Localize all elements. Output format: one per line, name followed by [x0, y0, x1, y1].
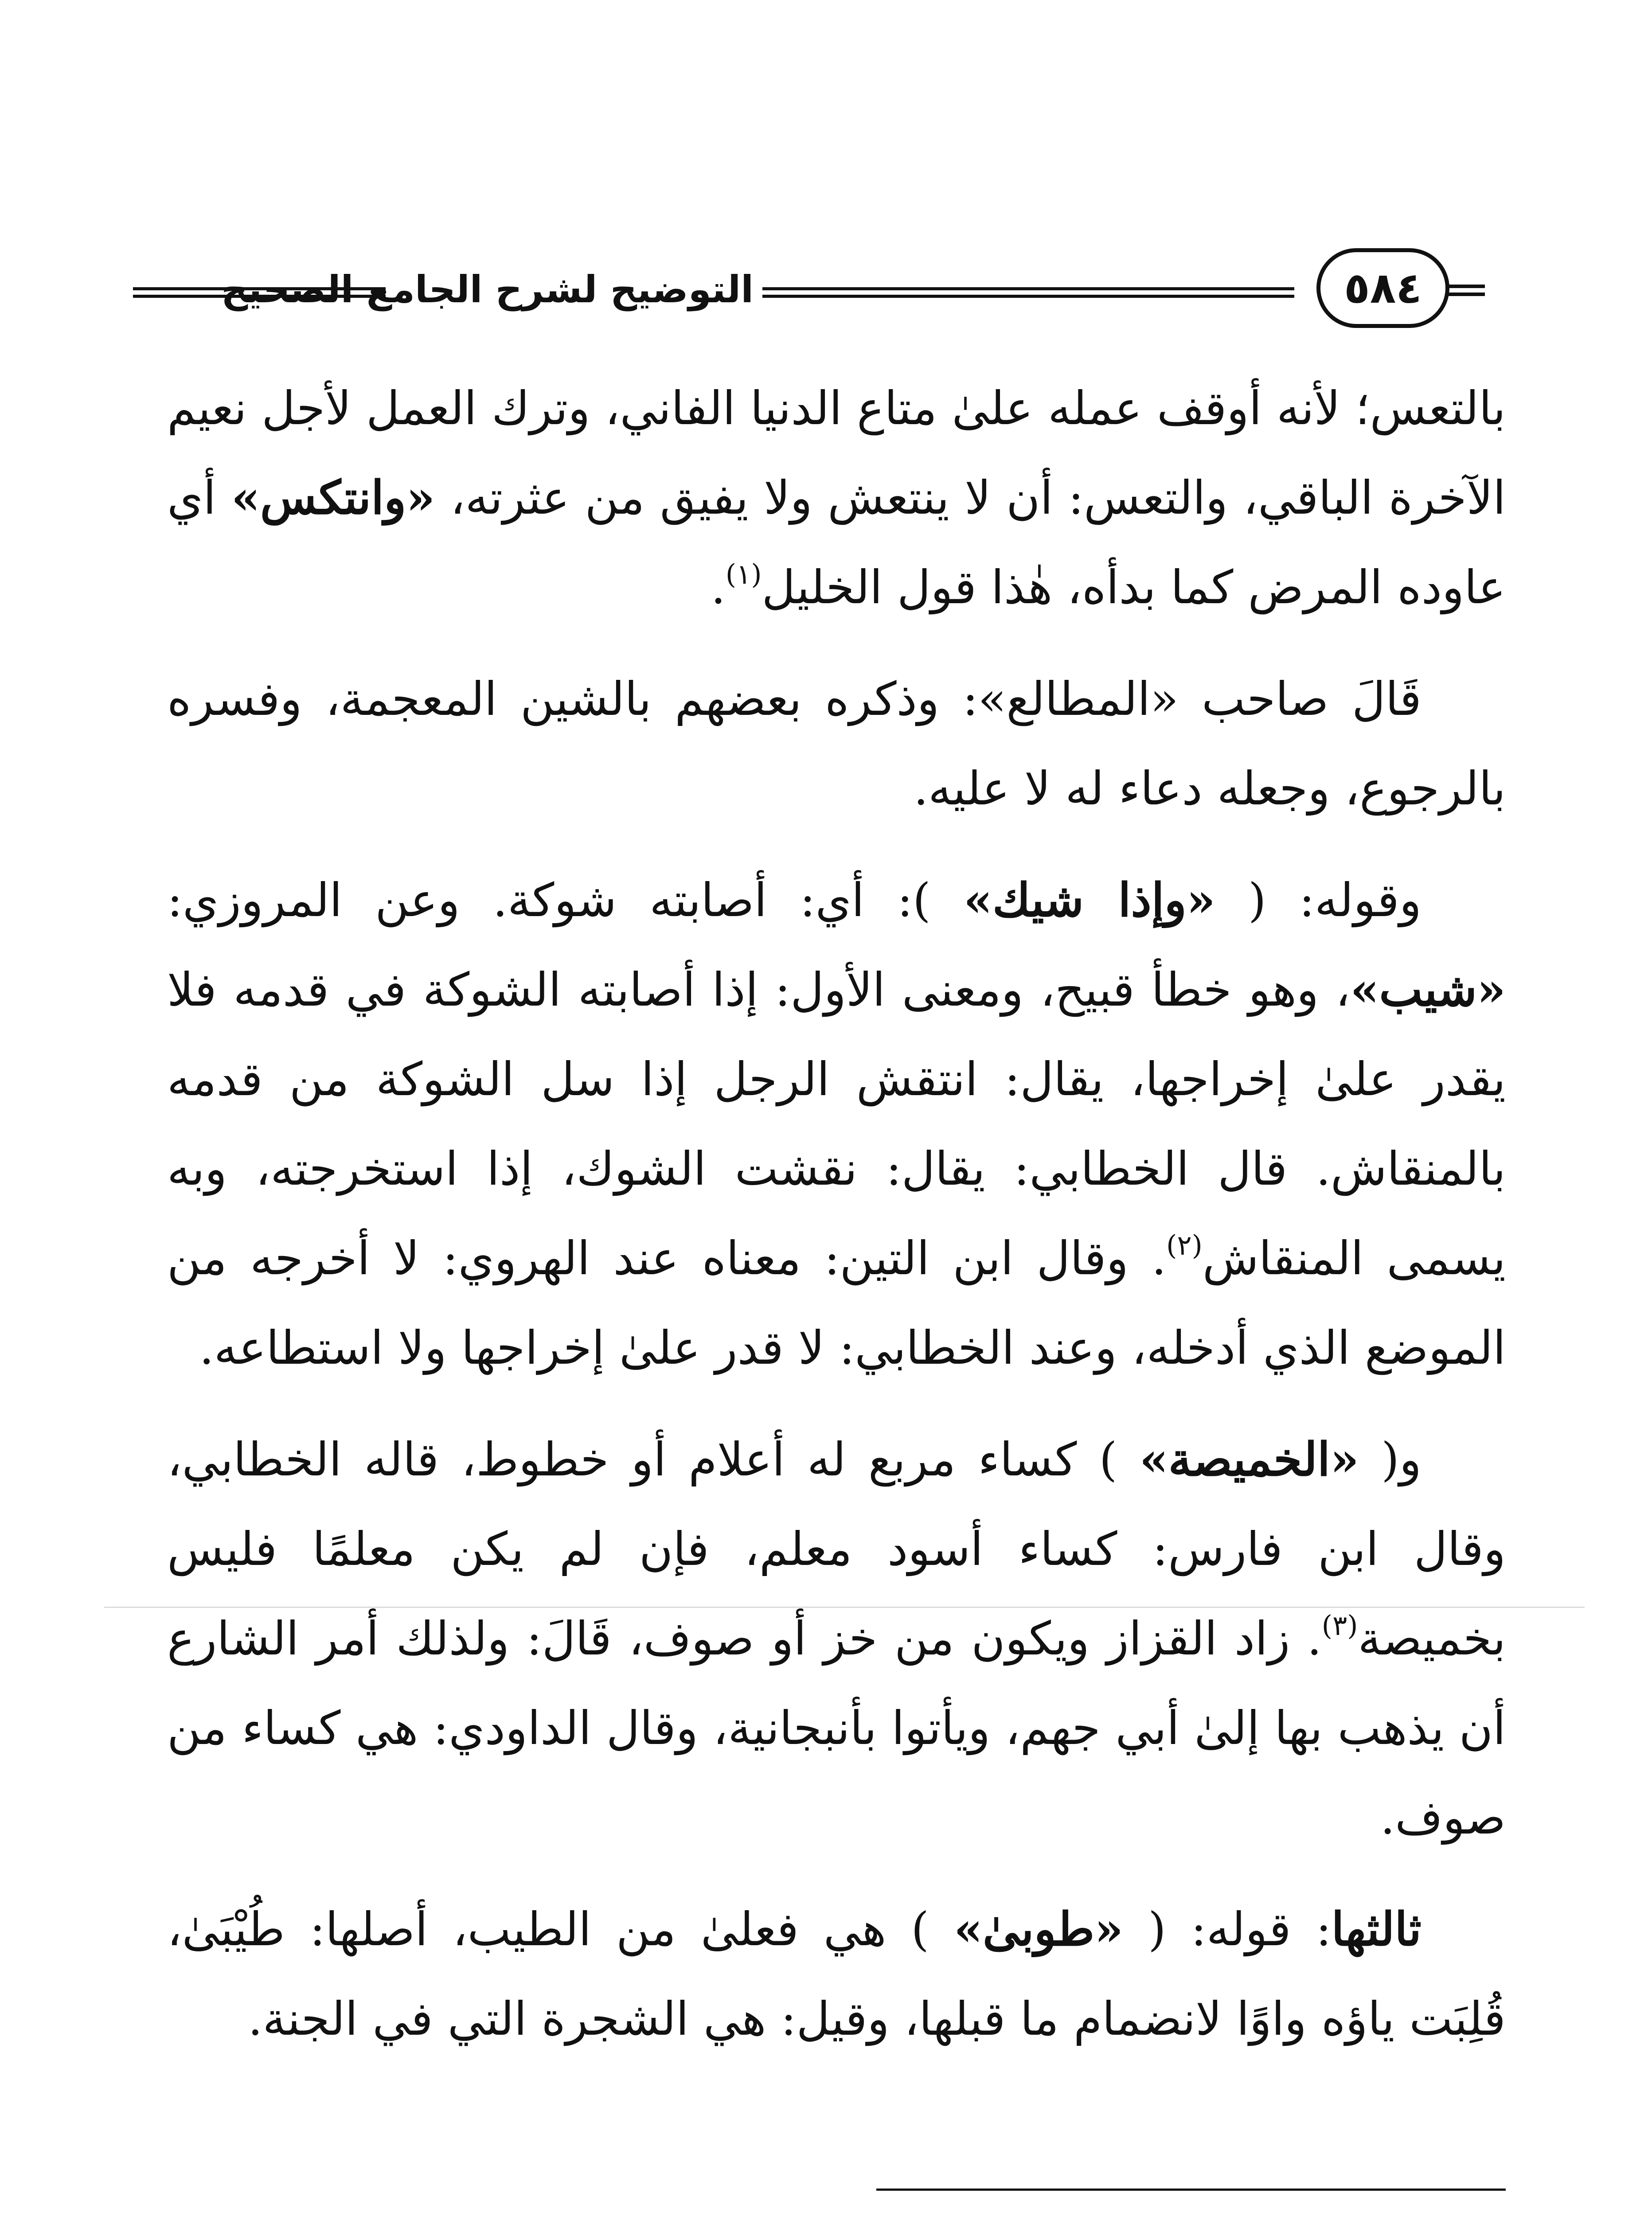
page-number: ٥٨٤ [1316, 248, 1449, 328]
bold-term: «الخميصة» [1139, 1432, 1359, 1486]
text-run: وقوله: ( [1215, 873, 1422, 927]
bold-term: «شيب» [1350, 962, 1506, 1017]
bold-term: «وانتكس» [231, 470, 435, 525]
text-run: . [711, 560, 726, 614]
text-run: . زاد القزاز ويكون من خز أو صوف، قَالَ: ولذلك أمر الشارع أن يذهب بها إلىٰ أبي جهم، ويأتوا بأنبجانية، وقال الداودي: هي كساء من صوف. [167, 1611, 1506, 1845]
paragraph [167, 1884, 1506, 2064]
bold-term: ثالثها [1331, 1902, 1422, 1956]
text-run: ): أي: أصابته شوكة. وعن المروزي: [167, 873, 964, 927]
text-run: : قوله: ( [1123, 1902, 1332, 1956]
footnote-ref: (٣) [1321, 1609, 1358, 1642]
text-run: قَالَ صاحب «المطالع»: وذكره بعضهم بالشين المعجمة، وفسره بالرجوع، وجعله دعاء له لا عليه. [167, 672, 1506, 815]
footnote-ref: (٢) [1166, 1229, 1203, 1261]
text-run: و( [1359, 1432, 1422, 1486]
paragraph [167, 1415, 1506, 1862]
text-run: ) هي فعلىٰ من الطيب، أصلها: طُيْبَىٰ، قُلِبَت ياؤه واوًا لانضمام ما قبلها، وقيل: هي الشجرة التي في الجنة. [167, 1902, 1506, 2046]
bold-term: «وإذا شيك» [963, 873, 1215, 927]
bold-term: «طوبىٰ» [954, 1902, 1124, 1956]
paragraph [167, 855, 1506, 1393]
book-title: التوضيح لشرح الجامع الصحيح [221, 268, 754, 311]
text-run: . وقال ابن التين: معناه عند الهروي: لا أخرجه من الموضع الذي أدخله، وعند الخطابي: لا قدر علىٰ إخراجها ولا استطاعه. [167, 1231, 1506, 1375]
paragraph [167, 363, 1506, 632]
footnote-ref: (١) [725, 558, 762, 590]
text-run: أي عاوده المرض كما بدأه، هٰذا قول الخليل [167, 471, 1506, 614]
main-text [167, 363, 1506, 2086]
paragraph [167, 654, 1506, 833]
text-run: بالتعس؛ لأنه أوقف عمله علىٰ متاع الدنيا الفاني، وترك العمل لأجل نعيم الآخرة الباقي، والتعس: أن لا ينتعش ولا يفيق من عثرته، [167, 381, 1506, 525]
header-rule-end [1448, 285, 1485, 288]
text-run: ، وهو خطأ قبيح، ومعنى الأول: إذا أصابته الشوكة في قدمه فلا يقدر علىٰ إخراجها، يقال: انتقش الرجل إذا سل الشوكة من قدمه بالمنقاش. قال الخطابي: يقال: نقشت الشوك، إذا استخرجته، وبه يسمى المنقاش [167, 963, 1506, 1285]
text-run: ) كساء مربع له أعلام أو خطوط، قاله الخطابي، وقال ابن فارس: كساء أسود معلم، فإن لم يكن معلمًا فليس بخميصة [167, 1432, 1506, 1666]
running-header [133, 248, 1485, 337]
footnote-separator [876, 2189, 1506, 2191]
scan-artifact-line [104, 1607, 1585, 1608]
header-rule-right [762, 287, 1294, 290]
